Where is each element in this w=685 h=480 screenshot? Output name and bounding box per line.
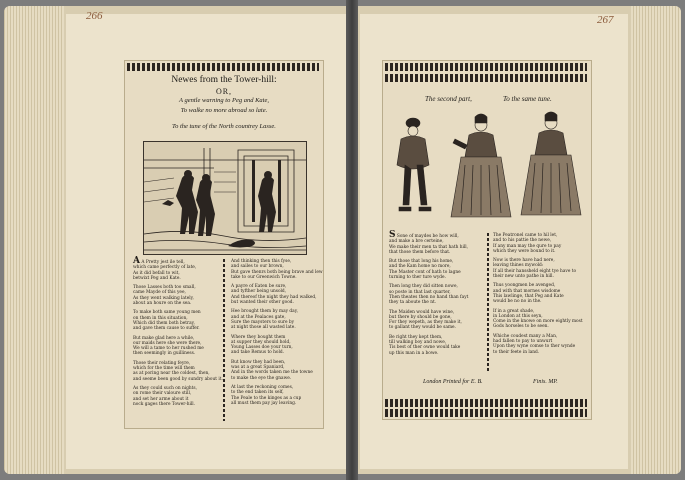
verse-line: to make the eye the gnawe. xyxy=(231,375,292,381)
verse-line: our maids here she were there, xyxy=(133,340,202,346)
left-page-edges xyxy=(4,6,64,474)
right-bottom-ornament-2 xyxy=(385,409,587,417)
verse-line: But make glad here a while, xyxy=(133,335,195,341)
verse-line: Hee brought them by may day, xyxy=(231,309,298,315)
verse-line: Then theates then no hand than fayt xyxy=(389,294,469,300)
verse-line: and take Remus to hold. xyxy=(231,350,284,356)
stanza xyxy=(133,256,223,281)
verse-line: As they went walking lately, xyxy=(133,295,194,301)
right-ballad-column-2 xyxy=(493,233,583,359)
verse-line: which for the time will them xyxy=(133,366,195,372)
verse-line: on rome their valoure still, xyxy=(133,391,192,397)
verse-line: nock gages there Tower-hill. xyxy=(133,401,196,407)
right-top-ornament-1 xyxy=(385,63,587,71)
right-top-ornament-2 xyxy=(385,74,587,82)
verse-line: Which did them both betray, xyxy=(133,320,195,326)
verse-line: to the end taken its self, xyxy=(231,390,284,396)
verse-line: Come in the knowe on more eightly most xyxy=(493,319,583,325)
verse-line: But gave thenrs both being brave and lew xyxy=(231,269,323,275)
stanza xyxy=(389,310,468,331)
verse-line: to their feete in land. xyxy=(493,349,540,355)
stanza xyxy=(493,283,583,304)
verse-line: Upon they wyne comse to ther wynde xyxy=(493,344,576,350)
right-bottom-ornament-1 xyxy=(385,399,587,407)
left-ballad-column-2 xyxy=(231,259,323,410)
drop-cap: S xyxy=(389,230,396,240)
verse-line: and with that mornes wisdome xyxy=(493,288,561,294)
verse-line: A payre of Eaten be sure, xyxy=(231,284,287,290)
verse-line: The Peatronel came to hil let, xyxy=(493,233,558,238)
verse-line: then seemingly in guilliness. xyxy=(133,351,196,357)
verse-line: The Maiden would have wine, xyxy=(389,309,455,315)
printer-imprint: London Printed for E. B. xyxy=(423,379,483,385)
verse-line: their new unto pathe in hill. xyxy=(493,274,554,280)
verse-line: but there by should be gone, xyxy=(389,314,452,320)
ballad-title: Newes from the Tower-hill: xyxy=(171,75,277,85)
verse-line: Where they bought them xyxy=(231,334,286,340)
right-ballad-column-1 xyxy=(389,230,469,360)
verse-line: all must them pay jay leaving. xyxy=(231,400,297,406)
verse-line: Now is there have had nere, xyxy=(493,258,555,264)
verse-line: At last the reckoning comes, xyxy=(231,384,294,390)
verse-line: And thinking then this fyse, xyxy=(231,259,292,264)
ballad-or: OR, xyxy=(215,87,233,96)
verse-line: and to his pattie the newe, xyxy=(493,238,552,244)
verse-line: turning to ther ture wyde. xyxy=(389,275,446,281)
verse-line: Whiche coudest many a Man, xyxy=(493,333,558,339)
column-divider xyxy=(223,259,225,421)
second-part-heading: The second part, xyxy=(425,95,472,103)
verse-line: Sure the maysters to sure by xyxy=(231,319,295,325)
stanza xyxy=(493,258,583,279)
verse-line: As they could such on nights, xyxy=(133,385,197,391)
stanza xyxy=(133,285,223,306)
right-broadside-sheet xyxy=(382,60,592,420)
stanza xyxy=(493,334,583,355)
same-tune-heading: To the same tune. xyxy=(503,95,552,103)
verse-line: which they were bound to it. xyxy=(493,248,556,254)
verse-line: betwixt Peg and Kate. xyxy=(133,275,181,281)
verse-line: had fallen to pay to unwurt xyxy=(493,339,553,345)
verse-line: Thus yoongmen be avenged, xyxy=(493,283,556,289)
verse-line: and make a bre certeine, xyxy=(389,239,444,245)
book-gutter xyxy=(346,0,358,480)
stanza xyxy=(133,386,223,407)
verse-line: leaving thines mywold: xyxy=(493,263,544,269)
left-folio: 266 xyxy=(86,10,103,22)
verse-line: on them in this situation, xyxy=(133,315,188,321)
ballad-tune: To the tune of the North countrey Lasse. xyxy=(172,123,276,130)
woodcut-figures xyxy=(389,109,585,227)
verse-line: and tyfther being unsold, xyxy=(231,289,287,295)
verse-line: till walking boy and nowe, xyxy=(389,340,447,346)
stanza xyxy=(133,361,223,382)
verse-line: If all their hanssheld eight tye have to xyxy=(493,268,577,274)
verse-line: which came perfectly of late, xyxy=(133,265,197,271)
stanza xyxy=(133,336,223,357)
verse-line: in London at this seyn, xyxy=(493,313,543,319)
stanza xyxy=(493,233,583,254)
verse-line: was at a great Spaniard, xyxy=(231,365,285,371)
stanza xyxy=(133,310,223,331)
verse-line: Gods horseles to be seen. xyxy=(493,324,549,330)
tower-hill-woodcut xyxy=(144,142,306,254)
verse-line: If in a great shade, xyxy=(493,308,535,314)
verse-line: came Mayde of this yee, xyxy=(133,290,186,296)
verse-line: Those Lasses both too small, xyxy=(133,285,196,291)
stanza xyxy=(231,259,323,280)
left-broadside-sheet xyxy=(124,60,324,429)
verse-line: about an houre on the sea. xyxy=(133,301,192,307)
verse-line: and set her arme about it xyxy=(133,396,189,402)
stanza xyxy=(389,230,468,255)
verse-line: and at the Pealaces gate, xyxy=(231,314,286,320)
three-figures-woodcut xyxy=(389,109,585,227)
verse-line: Those their relating feyre, xyxy=(133,360,191,366)
verse-line: and sailes to our brown, xyxy=(231,264,284,270)
verse-line: To make both same young men xyxy=(133,310,201,316)
verse-line: as at poring near the coldest, then, xyxy=(133,371,210,377)
column-divider xyxy=(487,233,489,373)
drop-cap: A xyxy=(133,256,140,266)
verse-line: The Peale to the kinges as a cup xyxy=(231,395,302,401)
verse-line: We make their men ta that hath hill, xyxy=(389,244,468,250)
stanza xyxy=(231,309,323,330)
verse-line: up this man in a bowe. xyxy=(389,350,439,356)
verse-line: We will a tame to her rushed me xyxy=(133,346,204,352)
verse-line: As it did befall to wit, xyxy=(133,270,180,276)
verse-line: Young Lasses doe your turn, xyxy=(231,345,293,351)
verse-line: at night those all wasted late. xyxy=(231,325,296,331)
finis-mark: Finis. MP. xyxy=(533,379,558,385)
stanza xyxy=(389,259,468,280)
verse-line: but wanted their other good. xyxy=(231,300,294,306)
verse-line: And in the words taken me the towne xyxy=(231,370,313,376)
stanza xyxy=(493,309,583,330)
stanza xyxy=(231,335,323,356)
verse-line: to gallant they would be same. xyxy=(389,325,456,331)
verse-line: A Pretty jest ile tell, xyxy=(141,260,185,265)
stanza xyxy=(231,360,323,381)
verse-line: and gave them cause to suffer. xyxy=(133,326,200,332)
stanza xyxy=(389,284,468,305)
verse-line: take to our Greenwich Towne. xyxy=(231,274,297,280)
verse-line: would be no no in the. xyxy=(493,299,542,305)
verse-line: they ta aboute the nt. xyxy=(389,300,437,306)
verse-line: This lawlinge, that Peg and Kate xyxy=(493,293,564,299)
verse-line: But know they had been, xyxy=(231,359,286,365)
verse-line: The Master cont of hath to lagne xyxy=(389,269,461,275)
verse-line: and the Kam home no more, xyxy=(389,264,451,270)
woodcut-illustration xyxy=(143,141,307,255)
right-page-edges xyxy=(631,6,681,474)
verse-line: Sone of maydes be how will, xyxy=(396,234,459,239)
right-folio: 267 xyxy=(597,14,614,26)
verse-line: For they wepeth, as they make it, xyxy=(389,320,462,326)
verse-line: that those them before that. xyxy=(389,249,451,255)
ballad-subtitle-1: A gentle warning to Peg and Kate, xyxy=(179,97,269,104)
verse-line: and seeme been good by sundry about it. xyxy=(133,376,223,382)
verse-line: And thereof the night they had walked, xyxy=(231,294,317,300)
stanza xyxy=(231,385,323,406)
ballad-subtitle-2: To walke no more abroad so late. xyxy=(180,107,268,114)
stanza xyxy=(231,284,323,305)
left-ballad-column-1 xyxy=(133,256,223,411)
verse-line: Tis best of ther owne would take xyxy=(389,345,461,351)
verse-line: If any man may the qure to pay xyxy=(493,243,562,249)
verse-line: But those that long his home, xyxy=(389,259,454,265)
verse-line: at supper they should hold, xyxy=(231,339,291,345)
verse-line: so poste in that last quarter, xyxy=(389,289,451,295)
left-top-ornament xyxy=(127,63,319,71)
verse-line: Then long they did sitten nowe, xyxy=(389,284,458,290)
verse-line: Be right they kept them, xyxy=(389,334,443,340)
stanza xyxy=(389,335,468,356)
